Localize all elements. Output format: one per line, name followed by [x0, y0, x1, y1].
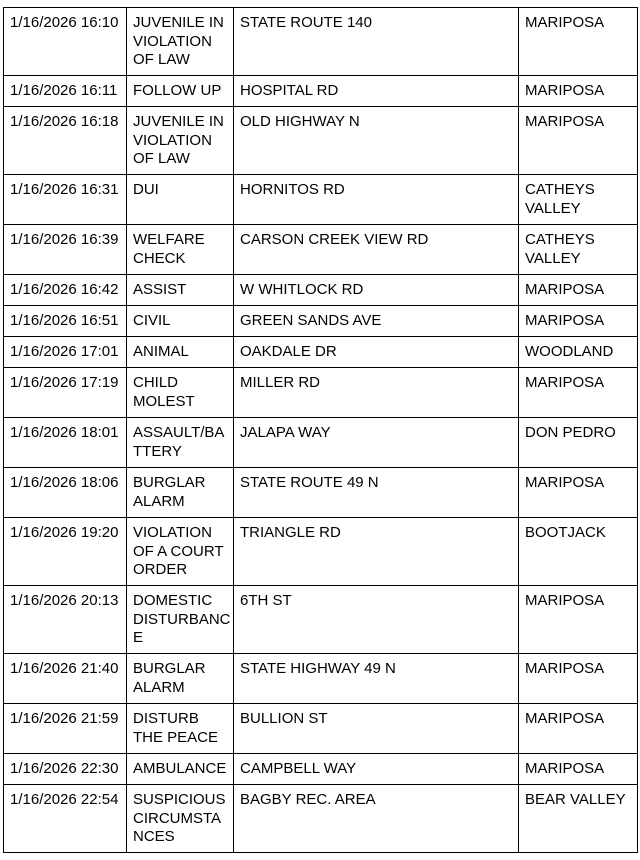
datetime-cell: 1/16/2026 21:59 — [4, 704, 127, 754]
city-cell: MARIPOSA — [519, 275, 638, 306]
call-type-cell: DUI — [127, 175, 234, 225]
city-cell: BOOTJACK — [519, 518, 638, 586]
location-cell: STATE ROUTE 140 — [234, 8, 519, 76]
location-cell: BAGBY REC. AREA — [234, 785, 519, 853]
datetime-cell: 1/16/2026 18:06 — [4, 468, 127, 518]
call-type-cell: WELFARE CHECK — [127, 225, 234, 275]
datetime-cell: 1/16/2026 22:54 — [4, 785, 127, 853]
table-row — [4, 518, 638, 586]
table-row — [4, 418, 638, 468]
call-type-cell: JUVENILE IN VIOLATION OF LAW — [127, 107, 234, 175]
location-cell: MILLER RD — [234, 368, 519, 418]
table-row — [4, 785, 638, 853]
table-row — [4, 275, 638, 306]
city-cell: CATHEYS VALLEY — [519, 225, 638, 275]
location-cell: 6TH ST — [234, 586, 519, 654]
city-cell: MARIPOSA — [519, 107, 638, 175]
city-cell: MARIPOSA — [519, 368, 638, 418]
datetime-cell: 1/16/2026 22:30 — [4, 754, 127, 785]
city-cell: CATHEYS VALLEY — [519, 175, 638, 225]
table-row — [4, 368, 638, 418]
call-type-cell: VIOLATION OF A COURT ORDER — [127, 518, 234, 586]
datetime-cell: 1/16/2026 18:01 — [4, 418, 127, 468]
table-row — [4, 704, 638, 754]
call-type-cell: BURGLAR ALARM — [127, 468, 234, 518]
city-cell: MARIPOSA — [519, 586, 638, 654]
datetime-cell: 1/16/2026 16:42 — [4, 275, 127, 306]
datetime-cell: 1/16/2026 16:31 — [4, 175, 127, 225]
call-type-cell: BURGLAR ALARM — [127, 654, 234, 704]
location-cell: BULLION ST — [234, 704, 519, 754]
table-row — [4, 8, 638, 76]
datetime-cell: 1/16/2026 16:11 — [4, 76, 127, 107]
table-row — [4, 107, 638, 175]
datetime-cell: 1/16/2026 21:40 — [4, 654, 127, 704]
location-cell: CARSON CREEK VIEW RD — [234, 225, 519, 275]
datetime-cell: 1/16/2026 17:01 — [4, 337, 127, 368]
city-cell: MARIPOSA — [519, 306, 638, 337]
location-cell: STATE HIGHWAY 49 N — [234, 654, 519, 704]
table-row — [4, 225, 638, 275]
location-cell: W WHITLOCK RD — [234, 275, 519, 306]
location-cell: JALAPA WAY — [234, 418, 519, 468]
datetime-cell: 1/16/2026 16:10 — [4, 8, 127, 76]
call-type-cell: JUVENILE IN VIOLATION OF LAW — [127, 8, 234, 76]
city-cell: MARIPOSA — [519, 754, 638, 785]
call-log-table — [3, 7, 638, 853]
call-type-cell: ASSAULT/BATTERY — [127, 418, 234, 468]
datetime-cell: 1/16/2026 17:19 — [4, 368, 127, 418]
table-row — [4, 586, 638, 654]
datetime-cell: 1/16/2026 20:13 — [4, 586, 127, 654]
table-row — [4, 468, 638, 518]
city-cell: MARIPOSA — [519, 76, 638, 107]
call-type-cell: SUSPICIOUS CIRCUMSTANCES — [127, 785, 234, 853]
call-type-cell: DISTURB THE PEACE — [127, 704, 234, 754]
location-cell: GREEN SANDS AVE — [234, 306, 519, 337]
city-cell: MARIPOSA — [519, 704, 638, 754]
table-row — [4, 654, 638, 704]
location-cell: TRIANGLE RD — [234, 518, 519, 586]
call-type-cell: FOLLOW UP — [127, 76, 234, 107]
city-cell: MARIPOSA — [519, 468, 638, 518]
call-type-cell: CIVIL — [127, 306, 234, 337]
table-row — [4, 337, 638, 368]
location-cell: STATE ROUTE 49 N — [234, 468, 519, 518]
city-cell: MARIPOSA — [519, 8, 638, 76]
call-type-cell: CHILD MOLEST — [127, 368, 234, 418]
call-type-cell: DOMESTIC DISTURBANCE — [127, 586, 234, 654]
location-cell: OAKDALE DR — [234, 337, 519, 368]
location-cell: HOSPITAL RD — [234, 76, 519, 107]
datetime-cell: 1/16/2026 19:20 — [4, 518, 127, 586]
call-type-cell: AMBULANCE — [127, 754, 234, 785]
table-row — [4, 754, 638, 785]
city-cell: MARIPOSA — [519, 654, 638, 704]
city-cell: DON PEDRO — [519, 418, 638, 468]
datetime-cell: 1/16/2026 16:51 — [4, 306, 127, 337]
city-cell: BEAR VALLEY — [519, 785, 638, 853]
location-cell: CAMPBELL WAY — [234, 754, 519, 785]
datetime-cell: 1/16/2026 16:39 — [4, 225, 127, 275]
datetime-cell: 1/16/2026 16:18 — [4, 107, 127, 175]
city-cell: WOODLAND — [519, 337, 638, 368]
table-row — [4, 76, 638, 107]
location-cell: HORNITOS RD — [234, 175, 519, 225]
table-row — [4, 306, 638, 337]
location-cell: OLD HIGHWAY N — [234, 107, 519, 175]
call-type-cell: ANIMAL — [127, 337, 234, 368]
call-type-cell: ASSIST — [127, 275, 234, 306]
table-row — [4, 175, 638, 225]
